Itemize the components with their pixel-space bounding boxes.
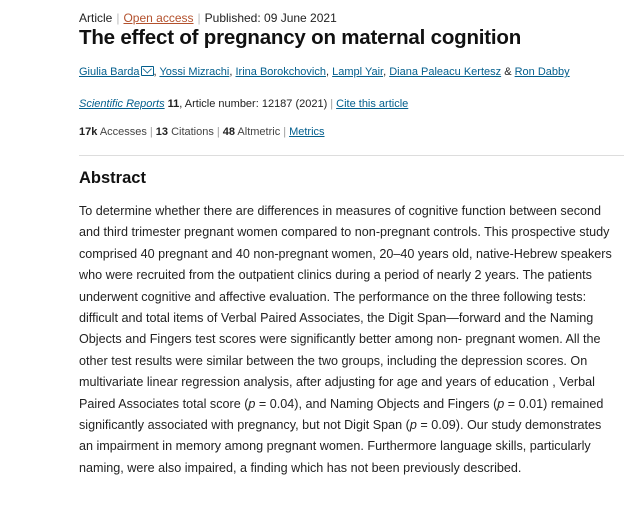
author-list: Giulia Barda , Yossi Mizrachi, Irina Borokchovich, Lampl Yair, Diana Paleacu Kertesz & Ron Dabby	[79, 66, 570, 78]
article-type: Article	[79, 11, 113, 25]
section-divider	[79, 155, 624, 156]
citations-count: 13	[155, 126, 168, 138]
p-value-symbol: p	[497, 396, 505, 411]
altmetric-label: Altmetric	[237, 126, 281, 138]
meta-separator: |	[197, 11, 201, 25]
article-number: , Article number: 12187 (2021)	[179, 98, 328, 110]
abstract-text	[79, 201, 615, 479]
author-link[interactable]: Yossi Mizrachi	[159, 66, 230, 78]
p-value-symbol: p	[248, 396, 256, 411]
metrics-link[interactable]: Metrics	[289, 126, 325, 138]
author-link[interactable]: Diana Paleacu Kertesz	[389, 66, 502, 78]
author-link[interactable]: Lampl Yair	[332, 66, 384, 78]
citations-label: Citations	[171, 126, 214, 138]
metrics-separator: |	[283, 126, 287, 138]
accesses-count: 17k	[79, 126, 98, 138]
journal-volume: 11	[167, 98, 180, 110]
altmetric-count: 48	[222, 126, 235, 138]
metrics-separator: |	[216, 126, 220, 138]
mail-icon[interactable]	[141, 66, 154, 76]
article-meta	[79, 11, 337, 25]
author-ampersand: &	[504, 66, 512, 78]
journal-name-link[interactable]: Scientific Reports	[79, 98, 165, 110]
cite-article-link[interactable]: Cite this article	[336, 98, 409, 110]
published-date: Published: 09 June 2021	[204, 11, 337, 25]
p-value-symbol: p	[409, 418, 417, 433]
author-link[interactable]: Giulia Barda	[79, 66, 140, 78]
meta-separator: |	[116, 11, 120, 25]
article-title: The effect of pregnancy on maternal cognition	[79, 26, 522, 49]
abstract-segment: = 0.01) remained significantly associated with pregnancy, but not Digit Span (	[79, 396, 604, 433]
open-access-link[interactable]: Open access	[123, 11, 194, 25]
abstract-segment: To determine whether there are differences in measures of cognitive function between second and third trimester pregnant women compared to non-pregnant controls. This prospective study comprised 40 pregnant and 40 non-pregnant women, 20–40 years old, native-Hebrew speakers who were recruited from the outpatient clinics during a period of nearly 2 years. The patients underwent cognitive and affective evaluation. The performance on the three following tests: difficult and total items of Verbal Paired Associates, the Digit Span—forward and the Naming Objects and Fingers test scores were significantly better among non- pregnant women. All the other test results were similar between the two groups, including the depression scores. On multivariate linear regression analysis, after adjusting for age and years of education , Verbal Paired Associates total score (	[79, 204, 612, 411]
abstract-segment: = 0.04), and Naming Objects and Fingers (	[255, 396, 498, 411]
abstract-heading: Abstract	[79, 169, 146, 187]
abstract-segment: = 0.09). Our study demonstrates an impairment in memory among pregnant women. Furthermore language skills, particularly naming, were also impaired, a finding which has not been previously described.	[79, 418, 602, 475]
metrics-separator: |	[149, 126, 153, 138]
author-link[interactable]: Ron Dabby	[514, 66, 570, 78]
author-link[interactable]: Irina Borokchovich	[235, 66, 326, 78]
article-metrics	[79, 126, 325, 138]
journal-info	[79, 98, 408, 110]
accesses-label: Accesses	[99, 126, 147, 138]
journal-separator: |	[330, 98, 334, 110]
